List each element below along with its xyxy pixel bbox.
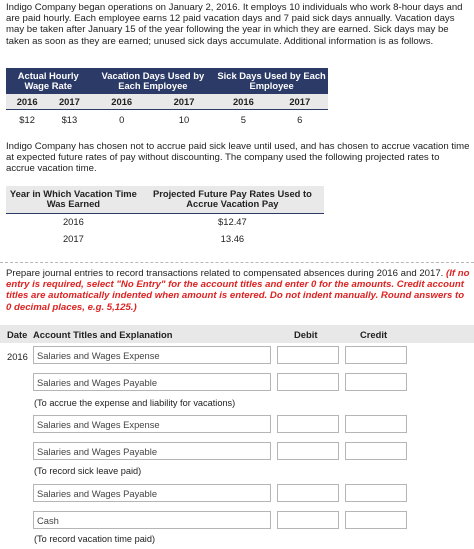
value-cell: 0 bbox=[119, 113, 125, 125]
value-cell: $12 bbox=[19, 113, 35, 125]
instruction-text: Prepare journal entries to record transactions related to compensated absences during 2016 and 2017. bbox=[6, 268, 444, 279]
header-hourly-wage: Actual Hourly Wage Rate bbox=[6, 68, 91, 94]
rate-cell: $12.47 bbox=[218, 216, 247, 228]
account-title-field[interactable]: Salaries and Wages Payable bbox=[33, 373, 271, 391]
credit-field[interactable] bbox=[345, 346, 407, 364]
journal-header bbox=[0, 325, 474, 343]
credit-header: Credit bbox=[360, 329, 388, 340]
rate-cell: 13.46 bbox=[220, 233, 245, 244]
date-header: Date bbox=[7, 329, 28, 340]
value-cell: 5 bbox=[240, 113, 246, 125]
account-header: Account Titles and Explanation bbox=[33, 329, 173, 340]
year-cell: 2017 bbox=[153, 94, 215, 109]
instructions bbox=[6, 268, 470, 313]
header-sick-days: Sick Days Used by Each Employee bbox=[215, 68, 328, 94]
debit-field[interactable] bbox=[277, 442, 339, 460]
debit-field[interactable] bbox=[277, 346, 339, 364]
account-title-field[interactable]: Salaries and Wages Expense bbox=[33, 415, 271, 433]
debit-header: Debit bbox=[294, 329, 318, 340]
account-title-field[interactable]: Salaries and Wages Expense bbox=[33, 346, 271, 364]
entry-year: 2016 bbox=[7, 351, 28, 362]
value-cell: $13 bbox=[61, 113, 78, 125]
entry-note: (To record sick leave paid) bbox=[34, 466, 142, 476]
year-cell: 2016 bbox=[62, 216, 84, 228]
year-cell: 2016 bbox=[6, 94, 48, 109]
credit-field[interactable] bbox=[345, 415, 407, 433]
year-cell: 2017 bbox=[62, 233, 84, 244]
header-vacation-days: Vacation Days Used by Each Employee bbox=[91, 68, 216, 94]
entry-note: (To accrue the expense and liability for vacations) bbox=[34, 398, 236, 408]
debit-field[interactable] bbox=[277, 511, 339, 529]
account-title-field[interactable]: Cash bbox=[33, 511, 271, 529]
value-cell: 6 bbox=[297, 113, 303, 125]
credit-field[interactable] bbox=[345, 484, 407, 502]
credit-field[interactable] bbox=[345, 511, 407, 529]
debit-field[interactable] bbox=[277, 415, 339, 433]
header-projected-rates: Projected Future Pay Rates Used to Accrue Vacation Pay bbox=[141, 186, 324, 213]
divider bbox=[0, 262, 474, 263]
debit-field[interactable] bbox=[277, 484, 339, 502]
entry-note: (To record vacation time paid) bbox=[34, 534, 156, 544]
middle-text: Indigo Company has chosen not to accrue paid sick leave until used, and has chosen to accrue vacation time at expected future rates of pay without discounting. The company used the following projected rates to accrue vacation time. bbox=[6, 141, 470, 175]
wage-and-days-table bbox=[6, 68, 328, 129]
year-cell: 2016 bbox=[91, 94, 153, 109]
account-title-field[interactable]: Salaries and Wages Payable bbox=[33, 442, 271, 460]
debit-field[interactable] bbox=[277, 373, 339, 391]
credit-field[interactable] bbox=[345, 373, 407, 391]
instruction-note: (If no entry is required, select "No Entry" for the account titles and enter 0 for the amounts. Credit account titles are automatically indented when amount is entered. Do not indent manually. Round answers to 0 decimal places, e.g. 5,125.) bbox=[6, 268, 470, 313]
intro-text: Indigo Company began operations on January 2, 2016. It employs 10 individuals who work 8-hour days and are paid hourly. Each employee earns 12 paid vacation days and 7 paid sick days annually. Vacation days may be taken after January 15 of the year following the year in which they are earned. Sick days may be taken as soon as they are earned; unused sick days accumulate. Additional information is as follows. bbox=[6, 2, 463, 47]
year-cell: 2017 bbox=[272, 94, 328, 109]
header-year-earned: Year in Which Vacation Time Was Earned bbox=[6, 186, 141, 213]
year-cell: 2017 bbox=[48, 94, 90, 109]
projected-rates-table bbox=[6, 186, 324, 247]
credit-field[interactable] bbox=[345, 442, 407, 460]
account-title-field[interactable]: Salaries and Wages Payable bbox=[33, 484, 271, 502]
value-cell: 10 bbox=[178, 113, 190, 125]
year-cell: 2016 bbox=[215, 94, 271, 109]
